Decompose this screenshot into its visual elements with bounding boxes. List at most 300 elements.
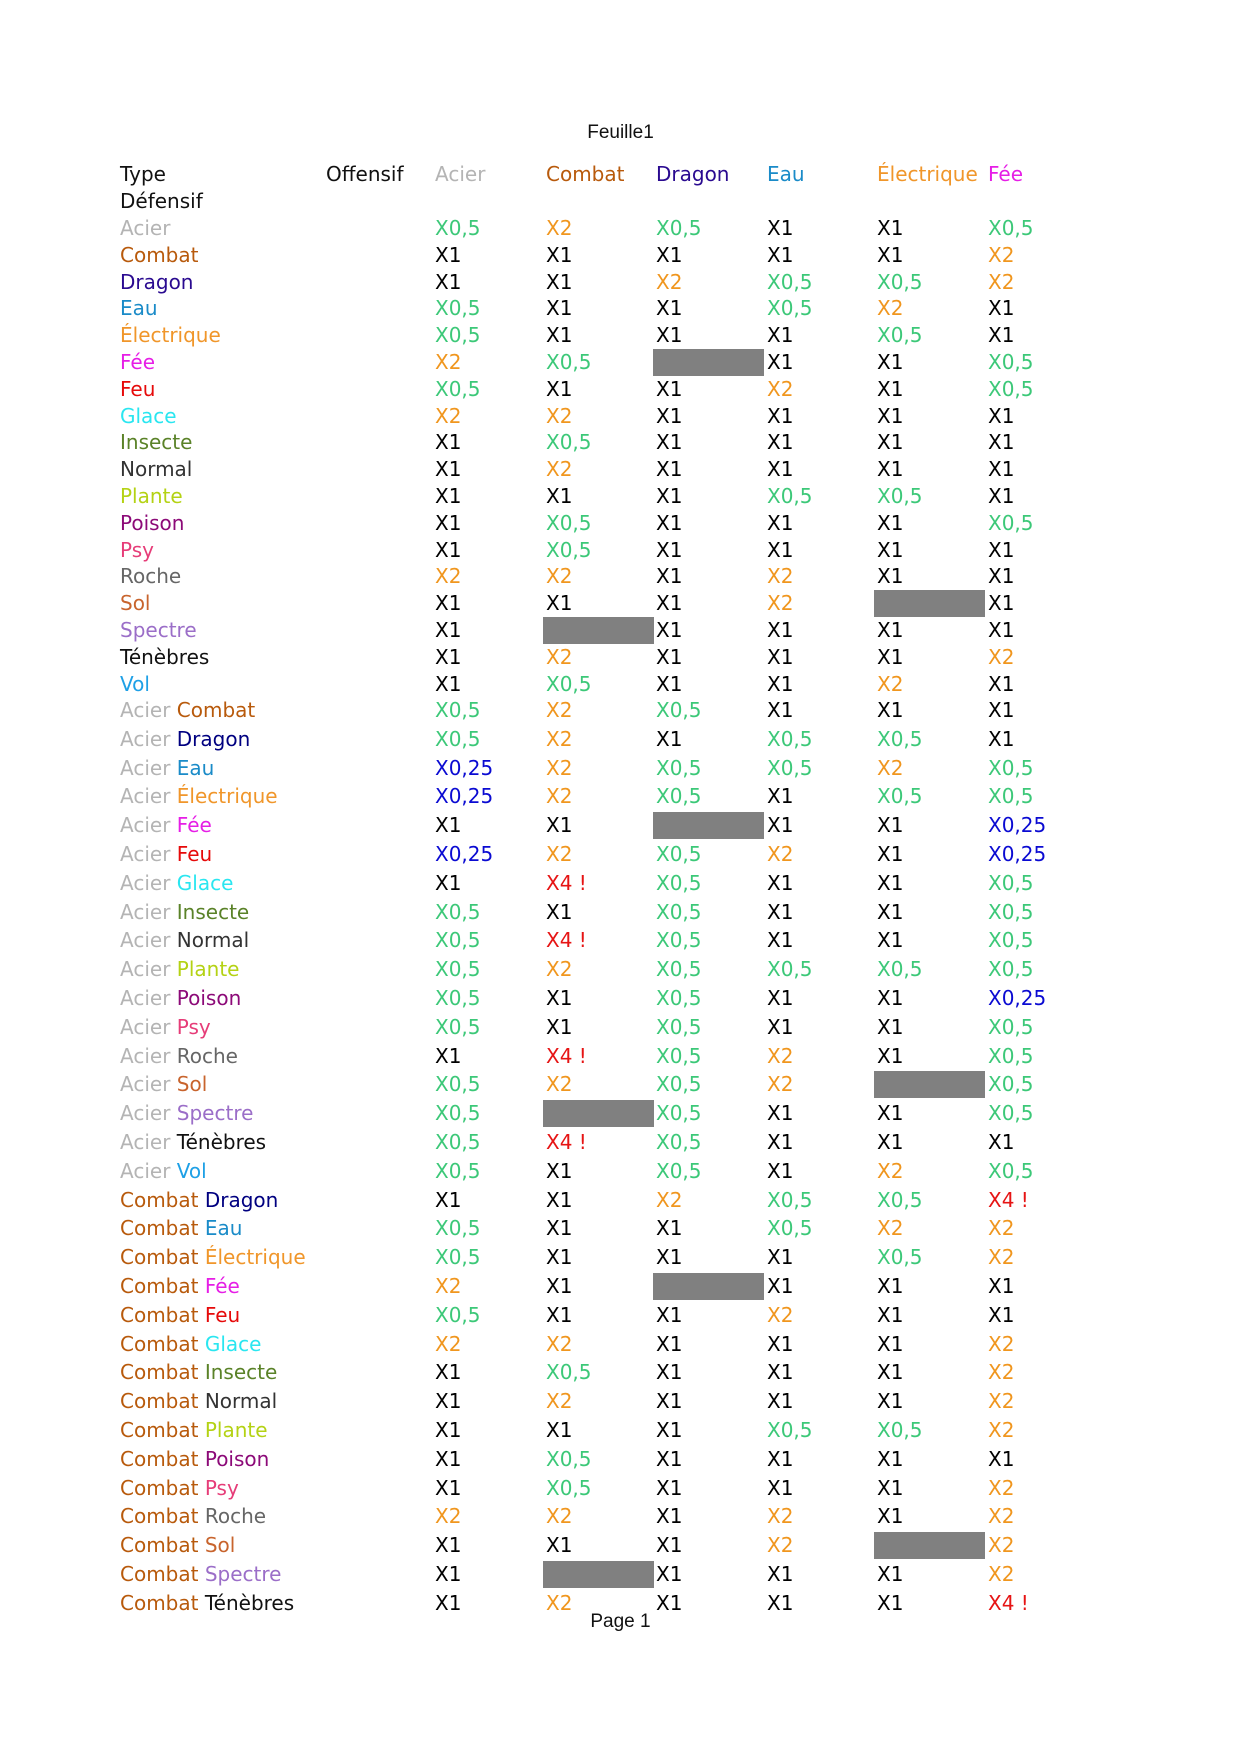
multiplier-cell: X1 [877, 1331, 904, 1356]
multiplier-cell: X2 [767, 1504, 794, 1529]
type-name: Poison [198, 1446, 270, 1471]
multiplier-cell: X2 [546, 564, 573, 589]
multiplier-cell: X1 [546, 1302, 573, 1327]
multiplier-cell: X1 [877, 1360, 904, 1385]
multiplier-cell: X1 [767, 1590, 794, 1615]
multiplier-cell: X1 [767, 644, 794, 669]
multiplier-cell: X1 [877, 1101, 904, 1126]
type-name: Glace [198, 1331, 262, 1356]
row-label-combat-sol [120, 1533, 235, 1557]
type-name: Électrique [170, 784, 278, 809]
multiplier-cell: X0,5 [435, 296, 481, 321]
multiplier-cell: X1 [656, 1590, 683, 1615]
multiplier-cell: X1 [656, 1360, 683, 1385]
multiplier-cell: X1 [656, 510, 683, 535]
multiplier-cell: X1 [767, 784, 794, 809]
type-name: Combat [120, 1418, 199, 1442]
multiplier-cell: X2 [656, 1187, 683, 1212]
type-name: Vol [170, 1158, 207, 1183]
row-label-acier-insecte [120, 900, 249, 924]
multiplier-cell: X1 [767, 323, 794, 348]
type-name: Acier [120, 813, 171, 838]
multiplier-cell: X1 [877, 1475, 904, 1500]
type-name: Acier [120, 1014, 171, 1039]
type-name: Combat [120, 242, 199, 267]
multiplier-cell: X0,5 [767, 296, 813, 321]
row-label-combat-dragon [120, 1188, 278, 1212]
multiplier-cell: X1 [656, 457, 683, 482]
type-name: Psy [198, 1475, 239, 1500]
multiplier-cell: X1 [656, 1331, 683, 1356]
type-name: Roche [170, 1043, 238, 1068]
row-label-acier-electrique [120, 784, 278, 808]
multiplier-cell: X1 [546, 296, 573, 321]
no-effect-cell [543, 617, 654, 644]
multiplier-cell: X1 [435, 644, 462, 669]
row-label-acier-tenebres [120, 1130, 266, 1154]
row-label-acier-roche [120, 1044, 238, 1068]
multiplier-cell: X2 [988, 1331, 1015, 1356]
row-label-spectre [120, 618, 197, 642]
multiplier-cell: X2 [546, 726, 573, 751]
multiplier-cell: X2 [546, 698, 573, 722]
multiplier-cell: X1 [435, 1187, 462, 1212]
type-name: Ténèbres [198, 1590, 295, 1615]
multiplier-cell: X0,5 [877, 726, 923, 751]
multiplier-cell: X2 [877, 296, 904, 321]
multiplier-cell: X4 ! [546, 928, 587, 953]
multiplier-cell: X0,5 [988, 1043, 1034, 1068]
type-name: Acier [120, 1101, 171, 1126]
multiplier-cell: X1 [656, 1446, 683, 1471]
multiplier-cell: X2 [435, 403, 462, 428]
multiplier-cell: X1 [877, 698, 904, 722]
multiplier-cell: X1 [877, 1130, 904, 1154]
multiplier-cell: X0,5 [546, 537, 592, 562]
row-label-combat-spectre [120, 1562, 281, 1586]
multiplier-cell: X0,5 [435, 698, 481, 722]
multiplier-cell: X0,5 [435, 957, 481, 982]
multiplier-cell: X1 [546, 484, 573, 508]
multiplier-cell: X0,5 [656, 870, 702, 895]
type-name: Eau [170, 755, 215, 780]
multiplier-cell: X1 [435, 269, 462, 294]
multiplier-cell: X0,5 [656, 1158, 702, 1183]
multiplier-cell: X1 [767, 430, 794, 455]
type-name: Combat [120, 1562, 199, 1586]
type-name: Eau [120, 296, 158, 321]
multiplier-cell: X1 [767, 216, 794, 240]
no-effect-cell [874, 1071, 985, 1098]
multiplier-cell: X0,5 [435, 1072, 481, 1097]
row-label-glace [120, 404, 177, 428]
multiplier-cell: X2 [988, 1216, 1015, 1241]
multiplier-cell: X1 [988, 323, 1015, 348]
no-effect-cell [653, 349, 764, 376]
multiplier-cell: X1 [988, 403, 1015, 428]
multiplier-cell: X2 [546, 216, 573, 240]
multiplier-cell: X0,5 [988, 350, 1034, 374]
multiplier-cell: X1 [546, 1014, 573, 1039]
multiplier-cell: X2 [435, 1331, 462, 1356]
column-header-fee: Fée [988, 162, 1024, 186]
type-name: Plante [170, 957, 240, 982]
multiplier-cell: X1 [656, 403, 683, 428]
multiplier-cell: X0,5 [656, 698, 702, 722]
page-footer: Page 1 [590, 1611, 651, 1632]
multiplier-cell: X1 [767, 671, 794, 696]
column-header-electrique: Électrique [877, 162, 978, 186]
row-label-combat-plante [120, 1418, 268, 1442]
multiplier-cell: X2 [546, 842, 573, 866]
multiplier-cell: X0,5 [877, 1418, 923, 1442]
multiplier-cell: X1 [877, 1302, 904, 1327]
multiplier-cell: X1 [767, 537, 794, 562]
multiplier-cell: X0,5 [656, 899, 702, 924]
multiplier-cell: X1 [546, 269, 573, 294]
row-label-acier-poison [120, 986, 241, 1010]
type-name: Combat [120, 1504, 199, 1529]
multiplier-cell: X0,5 [656, 928, 702, 953]
no-effect-cell [543, 1561, 654, 1588]
multiplier-cell: X1 [877, 1590, 904, 1615]
multiplier-cell: X1 [546, 242, 573, 267]
multiplier-cell: X0,5 [656, 784, 702, 809]
multiplier-cell: X0,5 [546, 671, 592, 696]
type-name: Spectre [170, 1101, 254, 1126]
multiplier-cell: X0,5 [988, 1158, 1034, 1183]
type-name: Électrique [198, 1245, 306, 1270]
multiplier-cell: X1 [435, 1533, 462, 1558]
multiplier-cell: X0,5 [656, 755, 702, 780]
multiplier-cell: X1 [767, 1446, 794, 1471]
multiplier-cell: X1 [877, 510, 904, 535]
multiplier-cell: X0,5 [877, 484, 923, 508]
row-label-combat-fee [120, 1274, 240, 1298]
multiplier-cell: X2 [546, 1072, 573, 1097]
multiplier-cell: X0,5 [877, 784, 923, 809]
row-label-acier-combat [120, 698, 255, 722]
multiplier-cell: X1 [546, 1216, 573, 1241]
type-name: Vol [120, 671, 150, 696]
multiplier-cell: X1 [767, 870, 794, 895]
row-label-roche [120, 564, 181, 588]
multiplier-cell: X0,5 [767, 1216, 813, 1241]
multiplier-cell: X1 [767, 510, 794, 535]
multiplier-cell: X1 [877, 403, 904, 428]
multiplier-cell: X2 [546, 457, 573, 482]
type-name: Normal [170, 928, 250, 953]
multiplier-cell: X1 [656, 1389, 683, 1414]
row-label-combat-electrique [120, 1245, 306, 1269]
multiplier-cell: X1 [656, 484, 683, 508]
multiplier-cell: X1 [767, 1245, 794, 1270]
multiplier-cell: X1 [767, 1562, 794, 1586]
type-name: Insecte [170, 899, 250, 924]
multiplier-cell: X2 [546, 784, 573, 809]
multiplier-cell: X0,5 [988, 899, 1034, 924]
multiplier-cell: X1 [435, 510, 462, 535]
multiplier-cell: X1 [435, 457, 462, 482]
multiplier-cell: X1 [877, 1274, 904, 1298]
multiplier-cell: X0,5 [988, 216, 1034, 240]
multiplier-cell: X2 [988, 1504, 1015, 1529]
multiplier-cell: X0,5 [767, 957, 813, 982]
multiplier-cell: X1 [656, 242, 683, 267]
type-name: Roche [198, 1504, 267, 1529]
no-effect-cell [653, 812, 764, 839]
multiplier-cell: X0,5 [435, 1014, 481, 1039]
multiplier-cell: X1 [656, 726, 683, 751]
type-name: Acier [120, 957, 171, 982]
type-name: Combat [120, 1274, 199, 1298]
multiplier-cell: X1 [877, 813, 904, 838]
multiplier-cell: X0,5 [656, 1014, 702, 1039]
multiplier-cell: X1 [546, 323, 573, 348]
multiplier-cell: X0,5 [988, 376, 1034, 401]
type-name: Combat [120, 1245, 199, 1270]
row-label-acier-plante [120, 957, 239, 981]
multiplier-cell: X1 [877, 618, 904, 642]
multiplier-cell: X1 [767, 350, 794, 374]
multiplier-cell: X1 [767, 457, 794, 482]
multiplier-cell: X2 [546, 755, 573, 780]
multiplier-cell: X4 ! [988, 1590, 1029, 1615]
header-offensif-label: Offensif [326, 162, 404, 186]
type-name: Acier [120, 899, 171, 924]
row-label-acier [120, 216, 170, 240]
type-name: Acier [120, 928, 171, 953]
multiplier-cell: X2 [546, 644, 573, 669]
multiplier-cell: X0,5 [767, 726, 813, 751]
type-name: Acier [120, 842, 171, 866]
multiplier-cell: X1 [767, 698, 794, 722]
type-name: Combat [120, 1187, 199, 1212]
multiplier-cell: X2 [546, 1331, 573, 1356]
row-label-combat-poison [120, 1447, 269, 1471]
multiplier-cell: X2 [988, 1562, 1015, 1586]
multiplier-cell: X1 [877, 430, 904, 455]
row-label-acier-feu [120, 842, 212, 866]
multiplier-cell: X1 [546, 1245, 573, 1270]
type-name: Psy [120, 537, 154, 562]
type-name: Insecte [198, 1360, 278, 1385]
multiplier-cell: X2 [435, 1504, 462, 1529]
multiplier-cell: X1 [877, 564, 904, 589]
multiplier-cell: X1 [656, 671, 683, 696]
multiplier-cell: X0,5 [988, 784, 1034, 809]
multiplier-cell: X0,25 [988, 842, 1047, 866]
multiplier-cell: X1 [877, 842, 904, 866]
multiplier-cell: X0,5 [435, 1216, 481, 1241]
multiplier-cell: X1 [656, 564, 683, 589]
multiplier-cell: X1 [877, 1043, 904, 1068]
multiplier-cell: X2 [767, 1072, 794, 1097]
row-label-tenebres [120, 645, 209, 669]
multiplier-cell: X1 [767, 928, 794, 953]
multiplier-cell: X1 [988, 1446, 1015, 1471]
multiplier-cell: X2 [546, 403, 573, 428]
type-name: Acier [120, 784, 171, 809]
multiplier-cell: X1 [435, 813, 462, 838]
multiplier-cell: X1 [988, 564, 1015, 589]
multiplier-cell: X2 [546, 1389, 573, 1414]
multiplier-cell: X1 [767, 1274, 794, 1298]
multiplier-cell: X1 [546, 986, 573, 1010]
multiplier-cell: X1 [435, 591, 462, 616]
multiplier-cell: X0,5 [546, 1360, 592, 1385]
type-name: Acier [120, 698, 171, 722]
type-name: Acier [120, 870, 171, 895]
multiplier-cell: X1 [767, 1130, 794, 1154]
type-name: Plante [120, 484, 183, 508]
row-label-acier-vol [120, 1159, 207, 1183]
multiplier-cell: X0,5 [656, 986, 702, 1010]
multiplier-cell: X0,25 [988, 813, 1047, 838]
multiplier-cell: X1 [435, 1418, 462, 1442]
row-label-combat-normal [120, 1389, 277, 1413]
multiplier-cell: X1 [546, 1533, 573, 1558]
type-name: Sol [170, 1072, 208, 1097]
type-name: Sol [198, 1533, 236, 1558]
type-name: Acier [120, 1072, 171, 1097]
multiplier-cell: X1 [877, 1389, 904, 1414]
type-name: Insecte [120, 430, 193, 455]
multiplier-cell: X2 [767, 1533, 794, 1558]
multiplier-cell: X0,25 [435, 784, 494, 809]
multiplier-cell: X0,5 [767, 484, 813, 508]
multiplier-cell: X1 [988, 457, 1015, 482]
multiplier-cell: X0,5 [435, 1101, 481, 1126]
multiplier-cell: X2 [546, 957, 573, 982]
multiplier-cell: X1 [767, 1475, 794, 1500]
multiplier-cell: X0,5 [877, 1245, 923, 1270]
multiplier-cell: X1 [435, 430, 462, 455]
multiplier-cell: X0,5 [877, 269, 923, 294]
multiplier-cell: X1 [656, 430, 683, 455]
multiplier-cell: X0,5 [435, 376, 481, 401]
type-name: Normal [198, 1389, 278, 1414]
row-label-acier-normal [120, 928, 249, 952]
multiplier-cell: X0,5 [656, 1072, 702, 1097]
multiplier-cell: X1 [435, 1562, 462, 1586]
multiplier-cell: X1 [767, 1158, 794, 1183]
multiplier-cell: X1 [767, 242, 794, 267]
type-name: Acier [120, 216, 171, 240]
row-label-fee [120, 350, 155, 374]
multiplier-cell: X0,5 [656, 1101, 702, 1126]
multiplier-cell: X1 [546, 1418, 573, 1442]
multiplier-cell: X0,5 [767, 755, 813, 780]
row-label-psy [120, 538, 154, 562]
multiplier-cell: X1 [546, 1187, 573, 1212]
multiplier-cell: X1 [988, 537, 1015, 562]
multiplier-cell: X1 [435, 242, 462, 267]
multiplier-cell: X0,5 [435, 1130, 481, 1154]
column-header-combat: Combat [546, 162, 625, 186]
multiplier-cell: X1 [767, 403, 794, 428]
multiplier-cell: X2 [988, 242, 1015, 267]
multiplier-cell: X1 [656, 1504, 683, 1529]
row-label-sol [120, 591, 151, 615]
multiplier-cell: X2 [877, 1158, 904, 1183]
multiplier-cell: X1 [767, 1389, 794, 1414]
multiplier-cell: X1 [656, 1302, 683, 1327]
multiplier-cell: X1 [988, 484, 1015, 508]
multiplier-cell: X1 [767, 899, 794, 924]
multiplier-cell: X2 [656, 269, 683, 294]
row-label-combat-roche [120, 1504, 266, 1528]
multiplier-cell: X0,5 [656, 842, 702, 866]
row-label-poison [120, 511, 184, 535]
multiplier-cell: X1 [767, 618, 794, 642]
multiplier-cell: X1 [988, 618, 1015, 642]
row-label-acier-psy [120, 1015, 211, 1039]
multiplier-cell: X2 [988, 1418, 1015, 1442]
row-label-acier-spectre [120, 1101, 253, 1125]
multiplier-cell: X1 [656, 644, 683, 669]
multiplier-cell: X1 [767, 1014, 794, 1039]
multiplier-cell: X1 [988, 1130, 1015, 1154]
type-name: Acier [120, 1043, 171, 1068]
multiplier-cell: X1 [988, 296, 1015, 321]
row-label-acier-dragon [120, 727, 250, 751]
row-label-combat-glace [120, 1332, 261, 1356]
multiplier-cell: X0,5 [767, 1418, 813, 1442]
type-name: Glace [120, 403, 177, 428]
row-label-vol [120, 672, 150, 696]
multiplier-cell: X1 [435, 1446, 462, 1471]
type-name: Électrique [120, 323, 221, 348]
multiplier-cell: X0,5 [988, 870, 1034, 895]
column-header-acier: Acier [435, 162, 486, 186]
multiplier-cell: X1 [656, 1562, 683, 1586]
type-name: Ténèbres [120, 644, 210, 669]
multiplier-cell: X1 [877, 986, 904, 1010]
multiplier-cell: X0,5 [877, 957, 923, 982]
type-name: Combat [120, 1533, 199, 1558]
type-name: Fée [170, 813, 212, 838]
multiplier-cell: X1 [656, 591, 683, 616]
multiplier-cell: X1 [988, 591, 1015, 616]
multiplier-cell: X0,5 [988, 1101, 1034, 1126]
multiplier-cell: X1 [877, 242, 904, 267]
multiplier-cell: X2 [546, 1504, 573, 1529]
multiplier-cell: X1 [877, 350, 904, 374]
multiplier-cell: X4 ! [546, 870, 587, 895]
multiplier-cell: X0,5 [435, 986, 481, 1010]
multiplier-cell: X1 [988, 671, 1015, 696]
type-name: Combat [120, 1590, 199, 1615]
multiplier-cell: X2 [877, 1216, 904, 1241]
multiplier-cell: X0,5 [435, 726, 481, 751]
multiplier-cell: X0,5 [435, 1302, 481, 1327]
row-label-acier-fee [120, 813, 212, 837]
type-name: Combat [120, 1302, 199, 1327]
multiplier-cell: X1 [877, 457, 904, 482]
type-name: Feu [170, 842, 213, 866]
multiplier-cell: X1 [435, 1043, 462, 1068]
multiplier-cell: X2 [767, 564, 794, 589]
multiplier-cell: X1 [656, 1475, 683, 1500]
multiplier-cell: X0,5 [546, 430, 592, 455]
multiplier-cell: X1 [656, 376, 683, 401]
type-name: Eau [198, 1216, 243, 1241]
type-name: Plante [198, 1418, 268, 1442]
multiplier-cell: X0,5 [546, 1446, 592, 1471]
multiplier-cell: X1 [656, 1533, 683, 1558]
multiplier-cell: X1 [877, 1446, 904, 1471]
